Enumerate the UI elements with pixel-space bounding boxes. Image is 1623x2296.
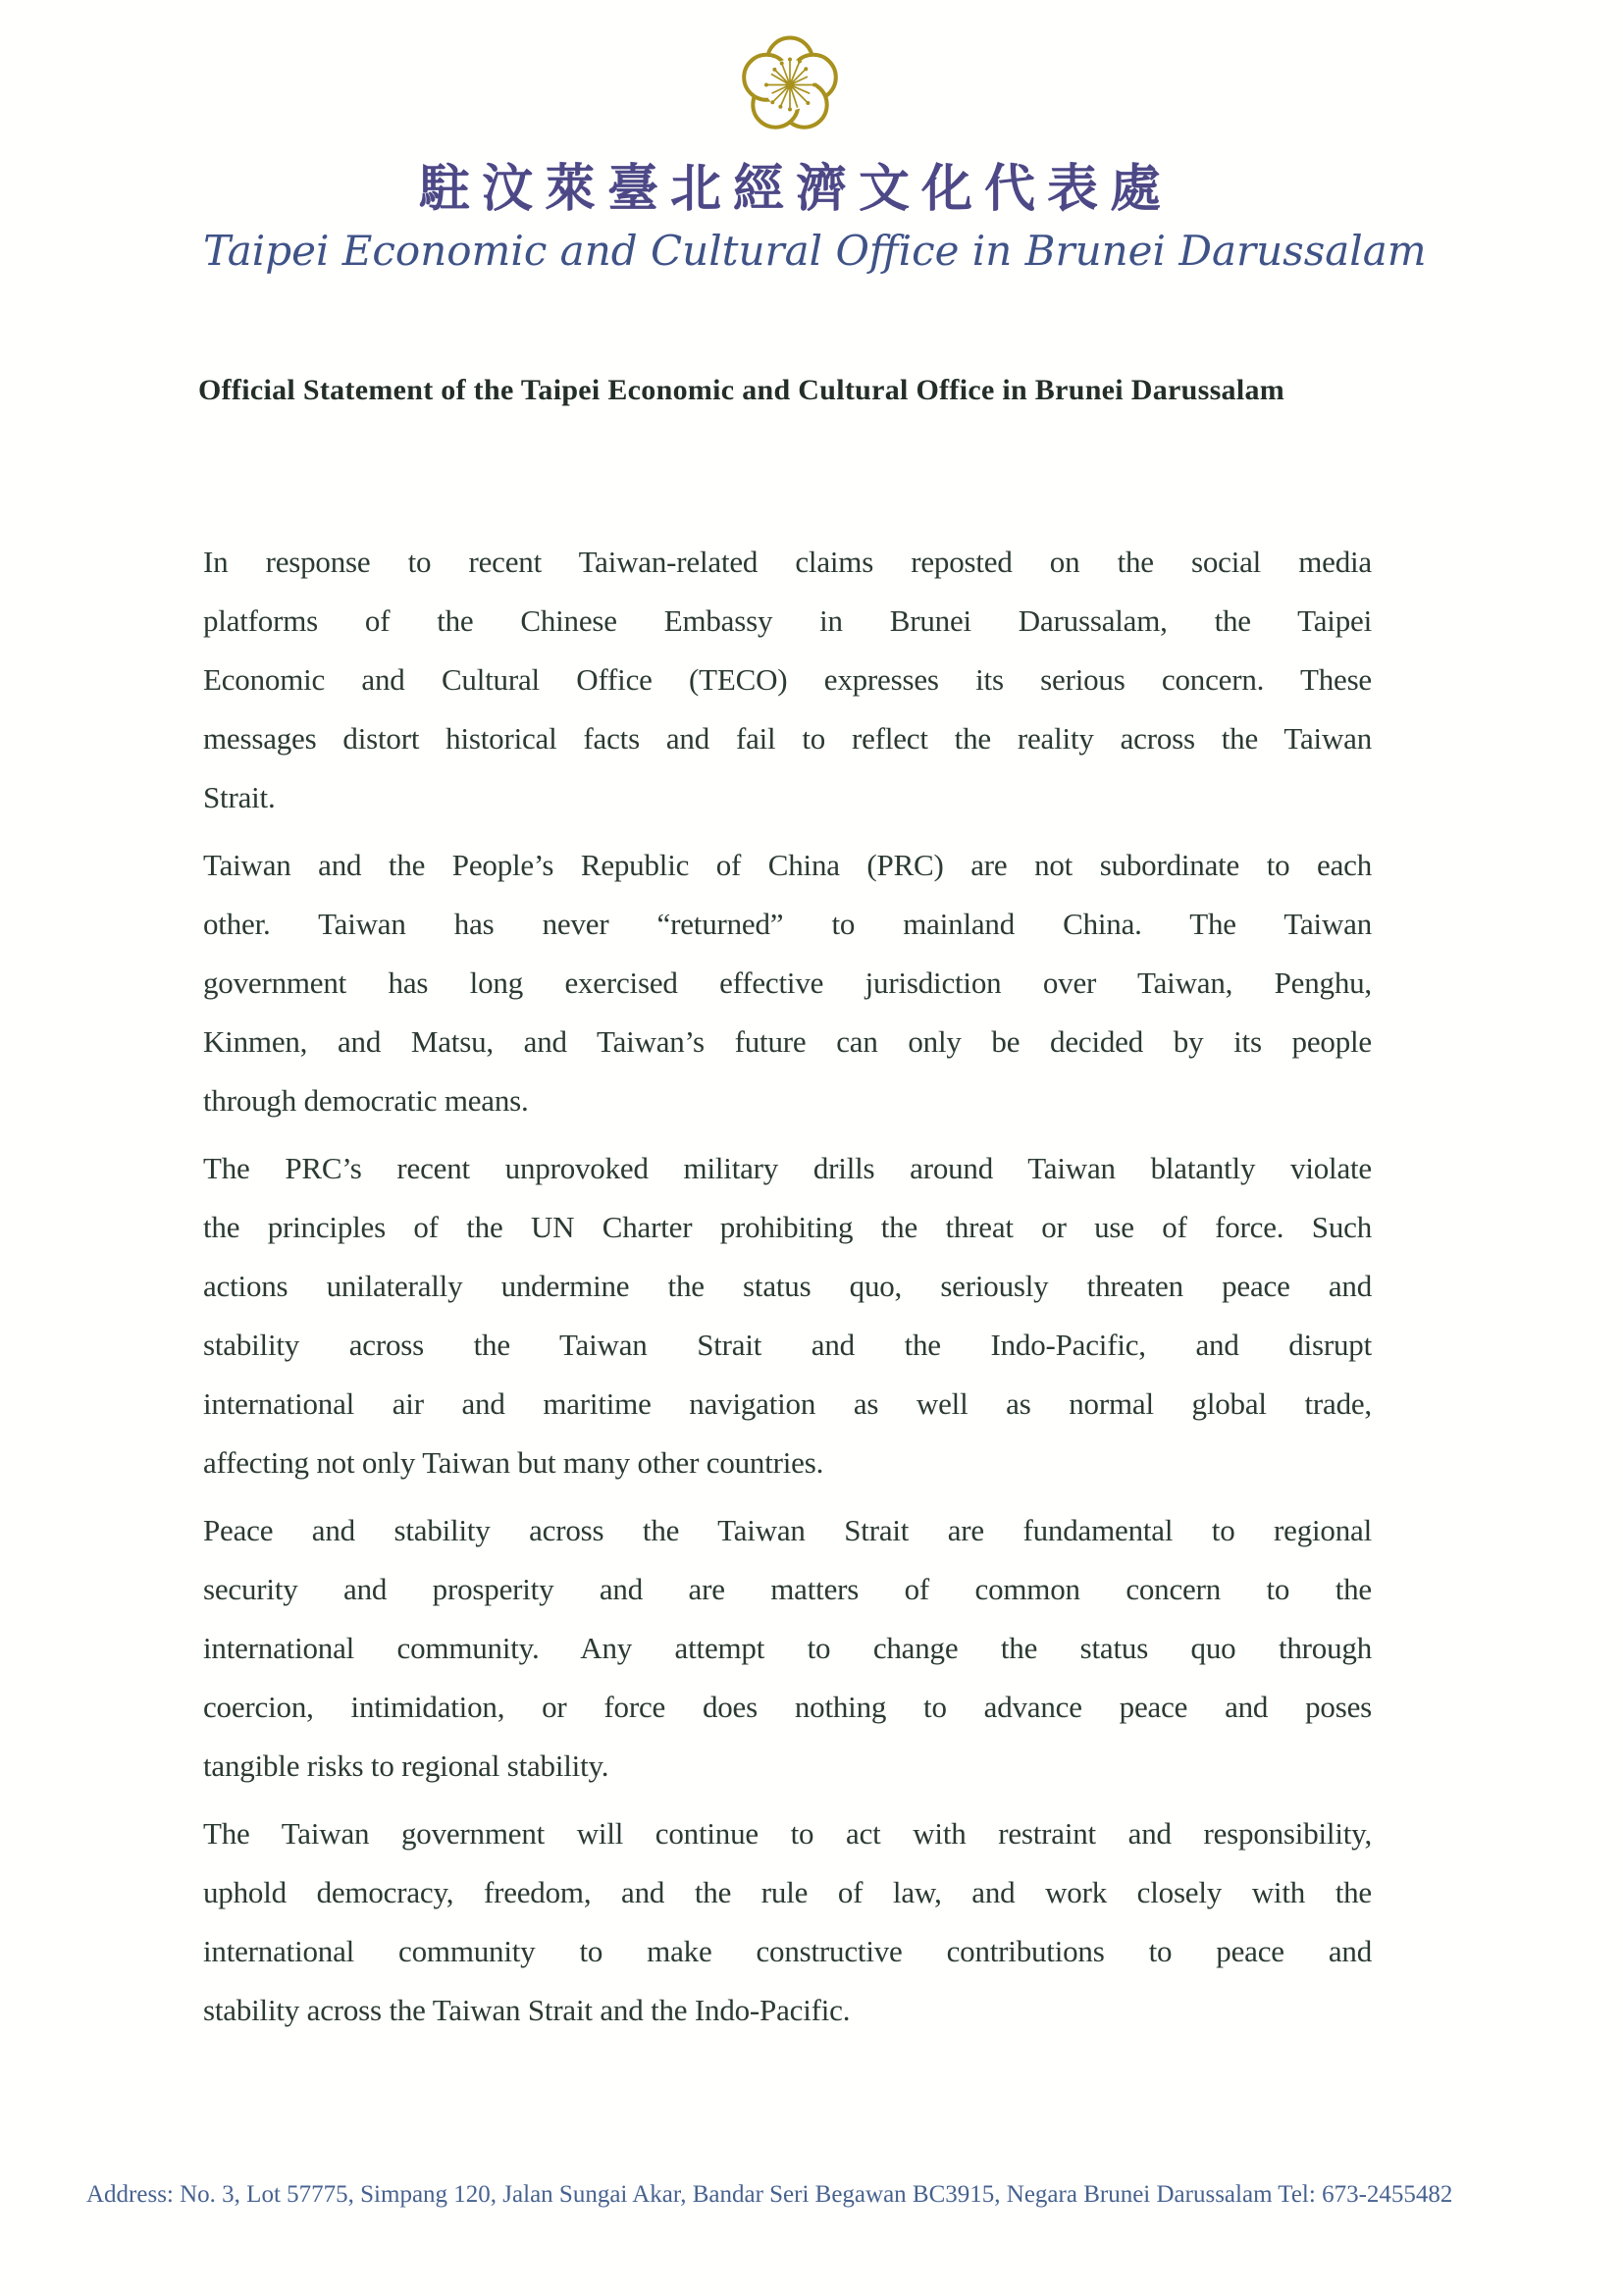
text-line: stability across the Taiwan Strait and the Indo-Pacific.: [203, 1993, 851, 2027]
text-line: The Taiwan government will continue to act with restraint and responsibility,: [203, 1816, 1372, 1851]
text-line: the principles of the UN Charter prohibiting the threat or use of force. Such: [203, 1210, 1372, 1244]
text-line: international community. Any attempt to change the status quo through: [203, 1631, 1372, 1665]
text-line: The PRC’s recent unprovoked military drills around Taiwan blatantly violate: [203, 1151, 1372, 1185]
paragraph: [203, 1139, 1372, 1492]
text-line: actions unilaterally undermine the status quo, seriously threaten peace and: [203, 1269, 1372, 1303]
statement-title: Official Statement of the Taipei Economic and Cultural Office in Brunei Darussalam: [198, 374, 1285, 406]
statement-body: [203, 533, 1372, 2049]
paragraph: [203, 1501, 1372, 1796]
address-footer: Address: No. 3, Lot 57775, Simpang 120, Jalan Sungai Akar, Bandar Seri Begawan BC3915, Negara Brunei Darussalam Tel: 673-2455482: [86, 2181, 1453, 2208]
text-line: tangible risks to regional stability.: [203, 1748, 609, 1783]
text-line: stability across the Taiwan Strait and the Indo-Pacific, and disrupt: [203, 1328, 1372, 1362]
text-line: coercion, intimidation, or force does nothing to advance peace and poses: [203, 1690, 1372, 1724]
text-line: Kinmen, and Matsu, and Taiwan’s future can only be decided by its people: [203, 1024, 1372, 1059]
text-line: international air and maritime navigation as well as normal global trade,: [203, 1386, 1372, 1421]
org-name-english: Taipei Economic and Cultural Office in Brunei Darussalam: [203, 227, 1427, 275]
paragraph: [203, 533, 1372, 827]
text-line: platforms of the Chinese Embassy in Brunei Darussalam, the Taipei: [203, 603, 1372, 638]
text-line: other. Taiwan has never “returned” to mainland China. The Taiwan: [203, 907, 1372, 941]
plum-blossom-icon: [203, 27, 1377, 137]
text-line: affecting not only Taiwan but many other countries.: [203, 1445, 824, 1480]
text-line: In response to recent Taiwan-related claims reposted on the social media: [203, 545, 1372, 579]
text-line: international community to make constructive contributions to peace and: [203, 1934, 1372, 1968]
org-name-chinese: 駐汶萊臺北經濟文化代表處: [418, 162, 1173, 218]
text-line: security and prosperity and are matters of common concern to the: [203, 1572, 1372, 1606]
text-line: uphold democracy, freedom, and the rule of law, and work closely with the: [203, 1875, 1372, 1909]
text-line: government has long exercised effective jurisdiction over Taiwan, Penghu,: [203, 965, 1372, 1000]
text-line: Peace and stability across the Taiwan Strait are fundamental to regional: [203, 1513, 1372, 1547]
letterhead: [203, 27, 1427, 275]
text-line: through democratic means.: [203, 1083, 529, 1118]
text-line: Strait.: [203, 780, 276, 814]
text-line: Economic and Cultural Office (TECO) expresses its serious concern. These: [203, 662, 1372, 697]
text-line: messages distort historical facts and fail to reflect the reality across the Taiwan: [203, 721, 1372, 756]
paragraph: [203, 836, 1372, 1130]
text-line: Taiwan and the People’s Republic of China (PRC) are not subordinate to each: [203, 848, 1372, 882]
paragraph: [203, 1804, 1372, 2040]
